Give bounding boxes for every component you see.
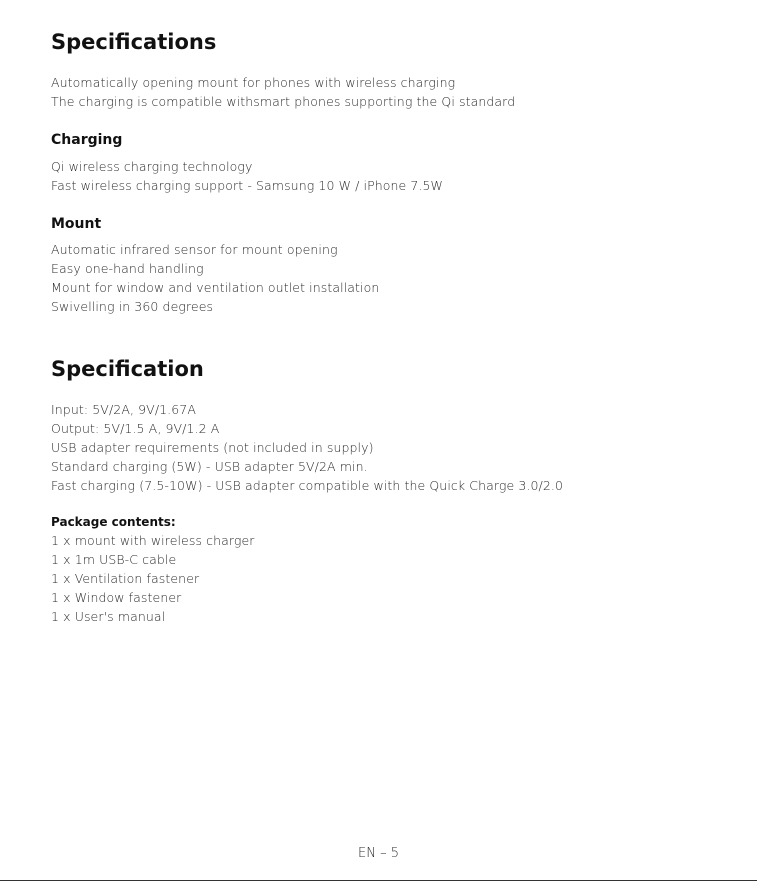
specification-heading: Specification [51,357,204,381]
mount-list [51,240,379,316]
package-contents-list [51,531,255,626]
specification-list [51,400,563,495]
package-contents-heading: Package contents: [51,515,176,529]
text-line: Output: 5V/1.5 A, 9V/1.2 A [51,421,220,436]
specifications-intro [51,73,515,111]
text-line: Automatic infrared sensor for mount opening [51,242,338,257]
charging-list [51,157,443,195]
text-line: Automatically opening mount for phones with wireless charging [51,75,456,90]
charging-heading: Charging [51,132,123,148]
specifications-heading: Specifications [51,30,217,54]
list-item: 1 x Ventilation fastener [51,571,200,586]
text-line: Swivelling in 360 degrees [51,299,214,314]
list-item: 1 x mount with wireless charger [51,533,255,548]
text-line: Standard charging (5W) - USB adapter 5V/2A min. [51,459,368,474]
text-line: Mount for window and ventilation outlet installation [51,280,380,295]
text-line: USB adapter requirements (not included in supply) [51,440,374,455]
page-number: EN – 5 [358,846,399,861]
text-line: Fast wireless charging support - Samsung 10 W / iPhone 7.5W [51,178,444,193]
list-item: 1 x Window fastener [51,590,182,605]
list-item: 1 x User's manual [51,609,166,624]
text-line: Qi wireless charging technology [51,159,253,174]
text-line: Easy one-hand handling [51,261,204,276]
mount-heading: Mount [51,216,102,232]
list-item: 1 x 1m USB-C cable [51,552,177,567]
text-line: Input: 5V/2A, 9V/1.67A [51,402,197,417]
text-line: The charging is compatible withsmart phones supporting the Qi standard [51,94,516,109]
text-line: Fast charging (7.5-10W) - USB adapter compatible with the Quick Charge 3.0/2.0 [51,478,564,493]
bottom-divider [0,880,757,881]
